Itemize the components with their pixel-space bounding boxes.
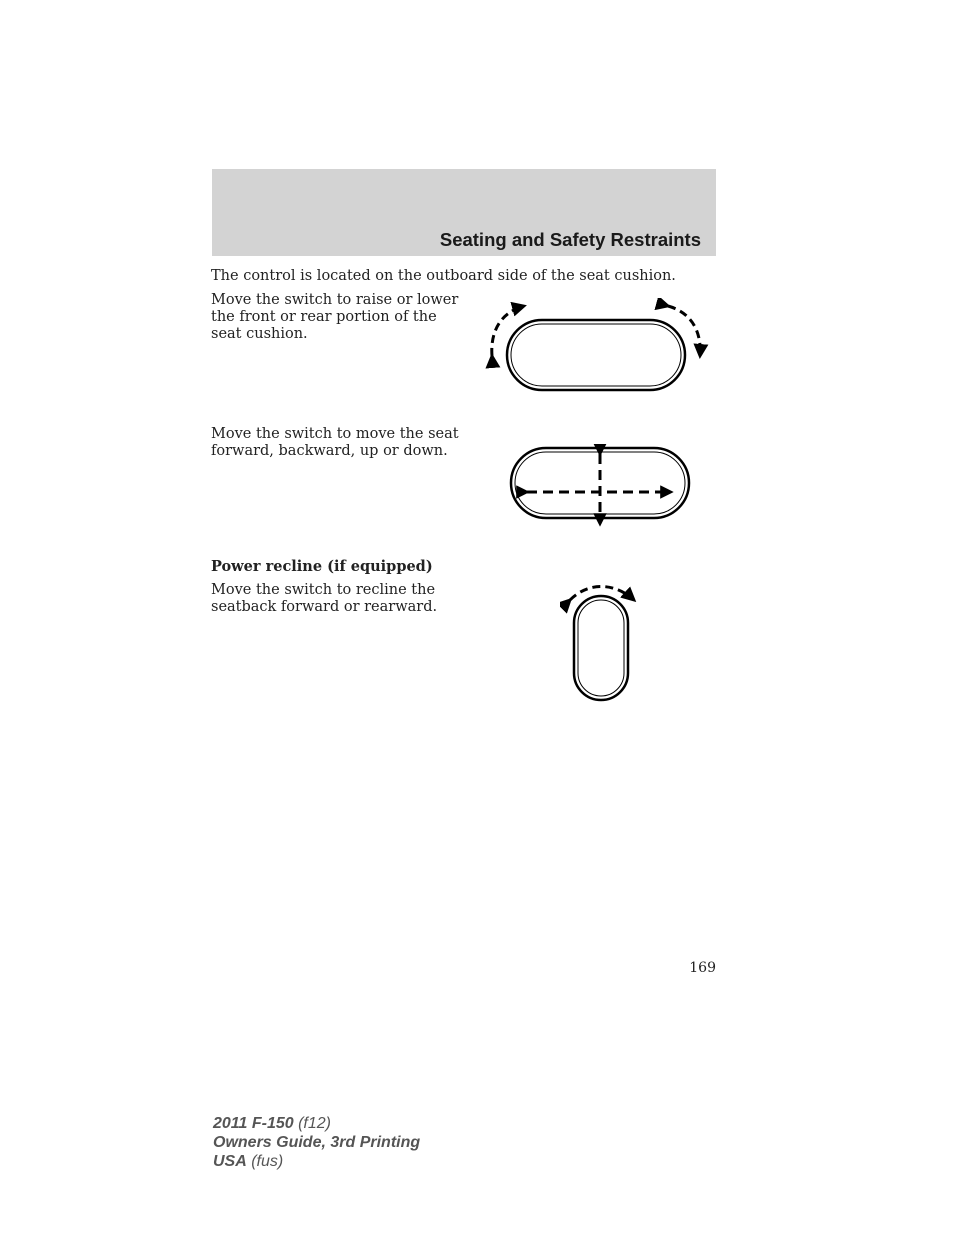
- footer-line-1: [213, 1114, 420, 1133]
- footer-model: 2011 F-150: [213, 1115, 294, 1132]
- section-title: Seating and Safety Restraints: [439, 229, 701, 250]
- section-header: [212, 169, 716, 256]
- power-recline-paragraph: Move the switch to recline the seatback forward or rearward.: [211, 582, 438, 615]
- cushion-tilt-switch-figure: [480, 298, 716, 398]
- recline-switch-outline: [574, 596, 628, 700]
- footer-market-code: (fus): [246, 1153, 284, 1170]
- footer-line-3: [213, 1152, 420, 1171]
- footer-line-2: Owners Guide, 3rd Printing: [213, 1134, 421, 1151]
- recline-switch-figure: [560, 580, 650, 706]
- seat-move-switch-figure: [505, 444, 695, 530]
- document-footer: [213, 1114, 420, 1171]
- footer-market: USA: [213, 1153, 247, 1170]
- seat-move-paragraph: Move the switch to move the seat forward, backward, up or down.: [211, 426, 459, 459]
- cushion-tilt-paragraph: Move the switch to raise or lower the front or rear portion of the seat cushion.: [211, 292, 459, 342]
- power-recline-heading: Power recline (if equipped): [211, 558, 433, 575]
- footer-model-code: (f12): [293, 1115, 331, 1132]
- cushion-switch-outline: [507, 320, 685, 390]
- intro-paragraph: The control is located on the outboard side of the seat cushion.: [211, 268, 676, 284]
- page-number: 169: [689, 960, 716, 976]
